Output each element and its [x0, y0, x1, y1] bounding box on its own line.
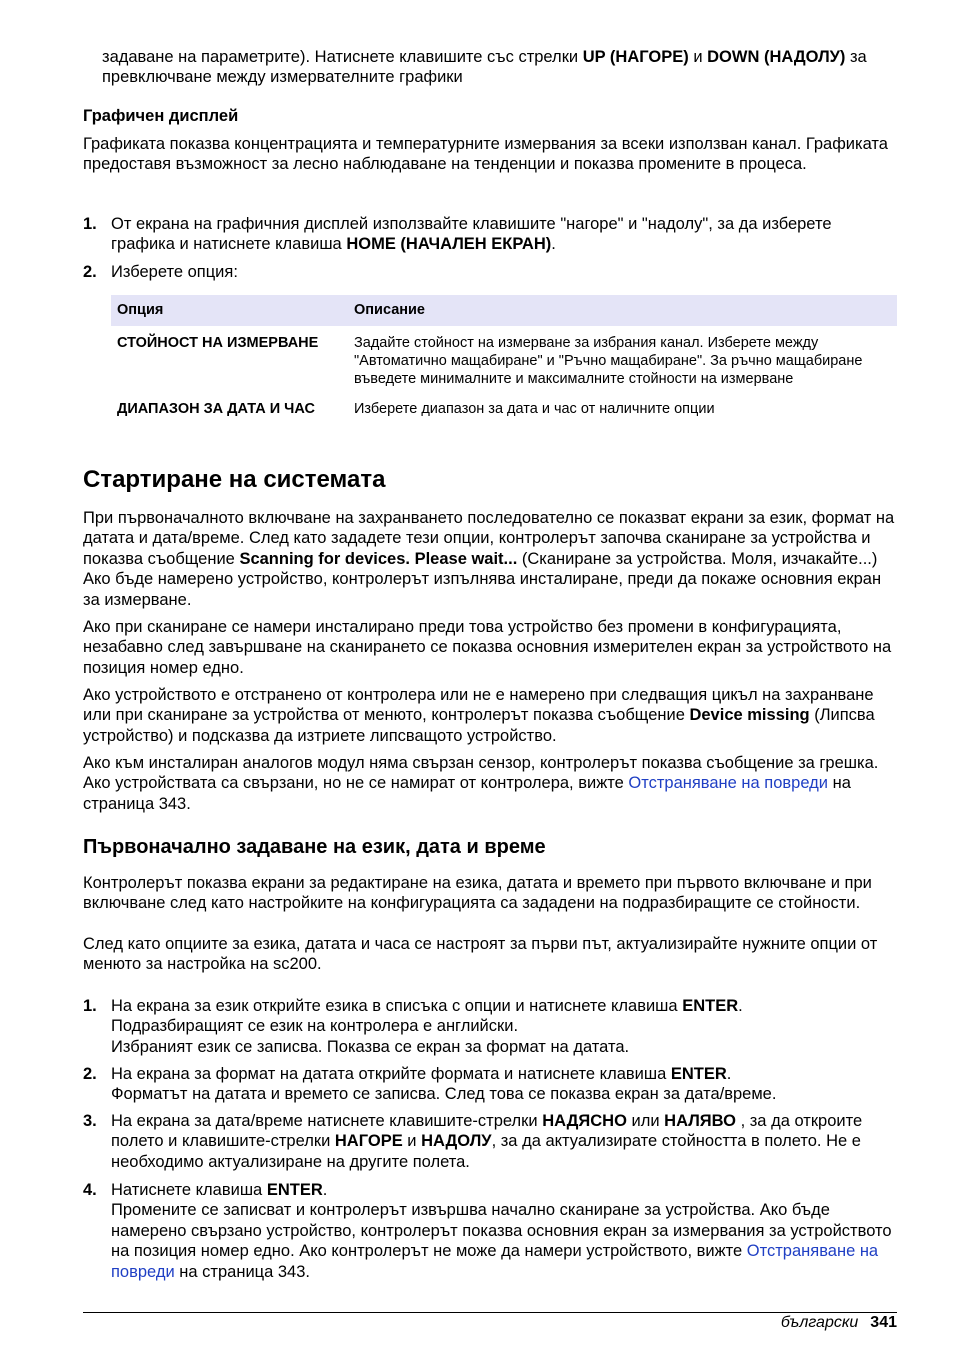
page-footer — [781, 1313, 897, 1333]
startup-paragraph-3: Ако устройството е отстранено от контролера или не е намерено при следващия цикъл на захранване или при сканиране за устройства от менюто, контролерът показва съобщение Device missing (Липсва устройство) и подсказва да изтриете липсващото устройство. — [83, 686, 875, 745]
step-text: Изберете опция: — [111, 263, 238, 281]
home-key-label: HOME (НАЧАЛЕН ЕКРАН) — [346, 235, 552, 254]
graph-display-paragraph: Графиката показва концентрацията и температурните измервания за всеки използван канал. Графиката предоставя възможност за лесно наблюдаване на тенденции и показва промените в процеса. — [83, 135, 888, 174]
step-number: 1. — [83, 997, 97, 1015]
troubleshooting-link[interactable]: Отстраняване на повреди — [628, 774, 829, 793]
column-header-option: Опция — [111, 295, 348, 326]
table-row — [111, 395, 897, 425]
up-key-label: НАГОРЕ — [334, 1132, 403, 1151]
graph-display-heading: Графичен дисплей — [83, 107, 239, 125]
options-table — [111, 295, 897, 425]
table-header-row — [111, 295, 897, 326]
intro-text: за превключване между измервателните графики — [102, 48, 867, 87]
startup-paragraph-1: При първоначалното включване на захранването последователно се показват екрани за език, формат на датата и дата/време. След като зададете тези опции, контролерът започва сканиране за устройства и показва съобщение Scanning for devices. Please wait... (Сканиране за устройства. Моля, изчакайте...) Ако бъде намерено устройство, контролерът изпълнява инсталиране, преди да покаже основния екран за измерване. — [83, 509, 895, 609]
option-name: ДИАПАЗОН ЗА ДАТА И ЧАС — [117, 401, 315, 417]
down-key-label: НАДОЛУ — [421, 1132, 492, 1151]
initial-setup-heading: Първоначално задаване на език, дата и време — [83, 836, 546, 858]
right-key-label: НАДЯСНО — [542, 1112, 627, 1130]
option-description: Задайте стойност на измерване за избрания канал. Изберете между "Автоматично мащабиране" и "Ръчно мащабиране". За ръчно мащабиране въведете минималните и максималните стойности на измерване — [354, 335, 863, 387]
step-number: 3. — [83, 1112, 97, 1130]
left-key-label: НАЛЯВО — [664, 1112, 736, 1130]
startup-paragraph-4: Ако към инсталиран аналогов модул няма свързан сензор, контролерът показва съобщение за грешка. Ако устройствата са свързани, но не се намират от контролера, вижте Отстраняване на повреди на страница 343. — [83, 754, 879, 813]
step-number: 1. — [83, 215, 97, 233]
enter-key-label: ENTER — [682, 997, 739, 1015]
enter-key-label: ENTER — [266, 1181, 323, 1199]
troubleshooting-link[interactable]: Отстраняване на повреди — [111, 1242, 879, 1281]
column-header-description: Описание — [348, 295, 897, 326]
startup-paragraph-2: Ако при сканиране се намери инсталирано преди това устройство без промени в конфигурацията, незабавно след завършване на сканирането се показва основния измерителен екран за устройството на позиция номер едно. — [83, 618, 892, 677]
intro-paragraph — [102, 47, 897, 88]
initial-paragraph-1: Контролерът показва екрани за редактиране на езика, датата и времето при първото включване и при включване след като настройките на конфигурацията са зададени на подразбиращите се стойности. — [83, 874, 872, 913]
startup-heading: Стартиране на системата — [83, 466, 386, 493]
step-text: От екрана на графичния дисплей използвайте клавишите "нагоре" и "надолу", за да изберете графика и натиснете клавиша HOME (НАЧАЛЕН ЕКРАН). — [111, 215, 832, 254]
down-key-label: DOWN (НАДОЛУ) — [707, 48, 846, 66]
step-text: Натиснете клавиша ENTER. Промените се записват и контролерът извършва начално сканиране за устройства. Ако бъде намерено свързано устройство, контролерът показва основния екран за измервания за устройството на позиция номер едно. Ако контролерът не може да намери устройството, вижте Отстраняване на повреди на страница 343. — [111, 1181, 892, 1281]
footer-divider — [83, 1312, 897, 1313]
up-key-label: UP (НАГОРЕ) — [582, 48, 689, 66]
page-number: 341 — [870, 1314, 897, 1331]
enter-key-label: ENTER — [670, 1065, 727, 1083]
device-missing-message: Device missing — [689, 706, 810, 725]
step-text: На екрана за език открийте езика в списъка с опции и натиснете клавиша ENTER. Подразбиращият се език на контролера е английски. Избраният език се записва. Показва се екран за формат на датата. — [111, 997, 743, 1056]
footer-language: български — [780, 1314, 859, 1331]
step-text: На екрана за дата/време натиснете клавишите-стрелки НАДЯСНО или НАЛЯВО , за да откроите полето и клавишите-стрелки НАГОРЕ и НАДОЛУ, за да актуализирате стойността в полето. Не е необходимо актуализиране на другите полета. — [111, 1112, 863, 1171]
option-name: СТОЙНОСТ НА ИЗМЕРВАНЕ — [117, 335, 319, 351]
step-number: 2. — [83, 263, 97, 281]
step-number: 2. — [83, 1065, 97, 1083]
step-number: 4. — [83, 1181, 97, 1199]
initial-paragraph-2: След като опциите за езика, датата и часа се настроят за първи път, актуализирайте нужните опции от менюто за настройка на sc200. — [83, 935, 878, 974]
intro-text: задаване на параметрите). Натиснете клавишите със стрелки — [102, 48, 583, 66]
intro-text: и — [688, 48, 708, 66]
scanning-message: Scanning for devices. Please wait... — [239, 549, 518, 568]
table-row — [111, 326, 897, 395]
step-text: На екрана за формат на датата открийте формата и натиснете клавиша ENTER. Форматът на датата и времето се записва. След това се показва екран за дата/време. — [111, 1065, 777, 1104]
option-description: Изберете диапазон за дата и час от наличните опции — [354, 401, 715, 417]
